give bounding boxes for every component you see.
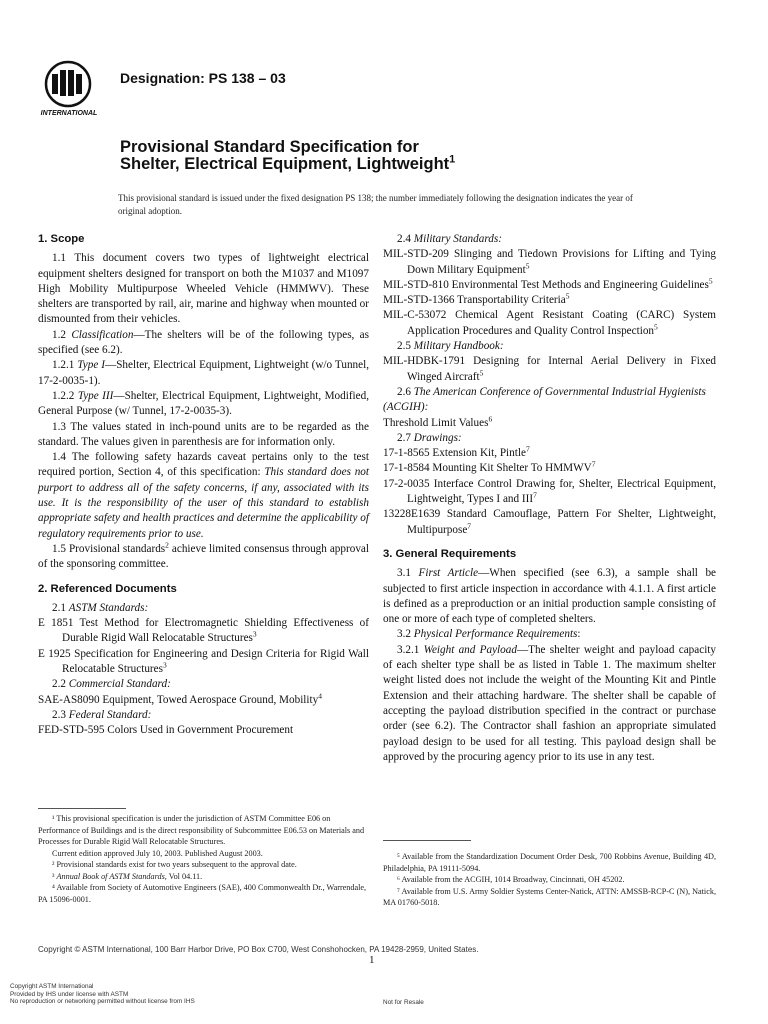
para-2-5: 2.5 Military Handbook: [397, 340, 504, 353]
title-main: Shelter, Electrical Equipment, Lightweight [120, 155, 450, 173]
footnote-2: ² Provisional standards exist for two years subsequent to the approval date. [52, 860, 297, 869]
para-2-4: 2.4 Military Standards: [397, 233, 502, 245]
footnotes-right [383, 851, 716, 909]
title-line-2 [120, 155, 455, 174]
footnote-rule-right [383, 840, 471, 841]
right-column [383, 232, 716, 765]
astm-logo [38, 60, 110, 118]
license-line-2: Provided by IHS under license with ASTM [10, 990, 129, 998]
para-3-2: 3.2 Physical Performance Requirements: [397, 628, 581, 641]
copyright-line: Copyright © ASTM International, 100 Barr Harbor Drive, PO Box C700, West Conshohocken, PA 19428-2959, United States. [38, 945, 479, 954]
footnote-3: ³ Annual Book of ASTM Standards, Vol 04.11. [52, 871, 203, 881]
section-2-heading: 2. Referenced Documents [38, 582, 177, 595]
footnote-1-edition: Current edition approved July 10, 2003. Published August 2003. [52, 848, 263, 858]
ref-sae: SAE-AS8090 Equipment, Towed Aerospace Ground, Mobility$^4$ [38, 690, 322, 706]
footnote-rule-left [38, 808, 126, 809]
section-1-heading: 1. Scope [38, 233, 85, 245]
not-for-resale: Not for Resale [383, 999, 424, 1006]
ref-e1851: E 1851 Test Method for Electromagnetic Shielding Effectiveness of Durable Rigid Wall Relocatable Structures$^3$ [38, 617, 369, 645]
footnotes-left [38, 813, 369, 905]
footnote-5: ⁵ Available from the Standardization Document Order Desk, 700 Robbins Avenue, Building 4D, Philadelphia, PA 19111-5094. [383, 852, 716, 873]
footnote-7: ⁷ Available from U.S. Army Soldier Systems Center-Natick, ATTN: AMSSB-RCP-C (N), Natick, MA 01760-5018. [383, 886, 716, 907]
footnote-6: ⁶ Available from the ACGIH, 1014 Broadway, Cincinnati, OH 45202. [397, 875, 625, 884]
designation: Designation: PS 138 – 03 [120, 70, 286, 86]
para-2-2: 2.2 Commercial Standard: [52, 678, 171, 691]
license-line-3: No reproduction or networking permitted without license from IHS [10, 998, 195, 1005]
para-3-1: 3.1 First Article—When specified (see 6.3), a sample shall be subjected to first article inspection in accordance with 4.1.1. A first article is defined as a preproduction or an initial production sample consisting of one or more of each type of completed shelters. [383, 567, 717, 626]
ref-fed-std: FED-STD-595 Colors Used in Government Procurement [38, 724, 294, 737]
logo-subtext: INTERNATIONAL [40, 110, 98, 117]
license-line-1: Copyright ASTM International [10, 983, 94, 990]
page-number: 1 [369, 954, 375, 966]
title-line-1: Provisional Standard Specification for [120, 138, 419, 156]
ref-17-1-8584: 17-1-8584 Mounting Kit Shelter To HMMWV$^7$ [383, 459, 596, 475]
title-footnote-mark: 1 [449, 153, 456, 166]
footnote-4: ⁴ Available from Society of Automotive Engineers (SAE), 400 Commonwealth Dr., Warrendale, PA 15096-0001. [38, 883, 367, 904]
para-2-1: 2.1 ASTM Standards: [52, 601, 149, 614]
para-2-3: 2.3 Federal Standard: [52, 708, 152, 721]
section-3-heading: 3. General Requirements [383, 547, 517, 560]
para-1-2-1: 1.2.1 Type I—Shelter, Electrical Equipment, Lightweight (w/o Tunnel, 17-2-0035-1). [38, 359, 370, 387]
para-1-1: 1.1 This document covers two types of lightweight electrical equipment shelters designed for transport on both the M1037 and M1097 High Mobility Multipurpose Wheeled Vehicle (HMMWV). These shelters are transported by rail, air, marine and highway when mounted or dismounted from their vehicles. [38, 252, 369, 326]
ref-tlv: Threshold Limit Values$^6$ [383, 413, 493, 429]
para-1-3: 1.3 The values stated in inch-pound units are to be regarded as the standard. The values given in parenthesis are for information only. [38, 420, 369, 448]
ref-mil-std-810: MIL-STD-810 Environmental Test Methods and Engineering Guidelines$^5$ [383, 276, 713, 291]
ref-17-1-8565: 17-1-8565 Extension Kit, Pintle$^7$ [383, 444, 530, 460]
ref-e1925: E 1925 Specification for Engineering and Design Criteria for Rigid Wall Relocatable Structures$^3$ [38, 647, 369, 676]
intro-note: This provisional standard is issued under the fixed designation PS 138; the number immediately following the designation indicates the year of original adoption. [118, 193, 633, 216]
para-2-6: 2.6 The American Conference of Governmental Industrial Hygienists (ACGIH): [383, 385, 706, 414]
para-1-2: 1.2 Classification—The shelters will be of the following types, as specified (see 6.2). [38, 328, 369, 357]
license-notice [10, 983, 195, 1006]
footnote-1: ¹ This provisional specification is under the jurisdiction of ASTM Committee E06 on Performance of Buildings and is the direct responsibility of Subcommittee E06.53 on Materials and Processes for Durable Rigid Wall Relocatable Structures. [38, 814, 365, 846]
left-column [38, 232, 369, 739]
ref-17-2-0035: 17-2-0035 Interface Control Drawing for, Shelter, Electrical Equipment, Lightweight, Types I and III$^7$ [383, 477, 716, 506]
ref-mil-c-53072: MIL-C-53072 Chemical Agent Resistant Coating (CARC) System Application Procedures and Quality Control Inspection$^5$ [383, 309, 716, 337]
para-1-4: 1.4 The following safety hazards caveat pertains only to the test required portion, Section 4, of this specification: This standard does not purport to address all of the safety concerns, if any, associated with its use. It is the responsibility of the user of this standard to establish appropriate safety and health practices and determine the applicability of regulatory requirements prior to use. [38, 451, 369, 540]
ref-mil-hdbk-1791: MIL-HDBK-1791 Designing for Internal Aerial Delivery in Fixed Winged Aircraft$^5$ [383, 355, 716, 383]
ref-mil-std-1366: MIL-STD-1366 Transportability Criteria$^5$ [383, 291, 570, 307]
para-1-5: 1.5 Provisional standards$^2$ achieve limited consensus through approval of the sponsoring committee. [38, 540, 369, 571]
para-1-2-2: 1.2.2 Type III—Shelter, Electrical Equipment, Lightweight, Modified, General Purpose (w/ Tunnel, 17-2-0035-3). [38, 389, 370, 418]
ref-mil-std-209: MIL-STD-209 Slinging and Tiedown Provisions for Lifting and Tying Down Military Equipment$^5$ [383, 248, 716, 276]
ref-13228e1639: 13228E1639 Standard Camouflage, Pattern For Shelter, Lightweight, Multipurpose$^7$ [383, 508, 716, 536]
para-2-7: 2.7 Drawings: [397, 431, 462, 444]
para-3-2-1: 3.2.1 Weight and Payload—The shelter weight and payload capacity of each shelter type shall be as listed in Table 1. The maximum shelter weight listed does not include the weight of the Mounting Kit and Pintle Extension and their attaching hardware. The shelter shall be capable of accepting the payload distribution specified in the contract or purchase order (see 6.2). The Contractor shall fashion an appropriate simulated payload design to be used for all testing. This payload design shall be approved by the procuring agency prior to its use in any test. [383, 643, 716, 763]
